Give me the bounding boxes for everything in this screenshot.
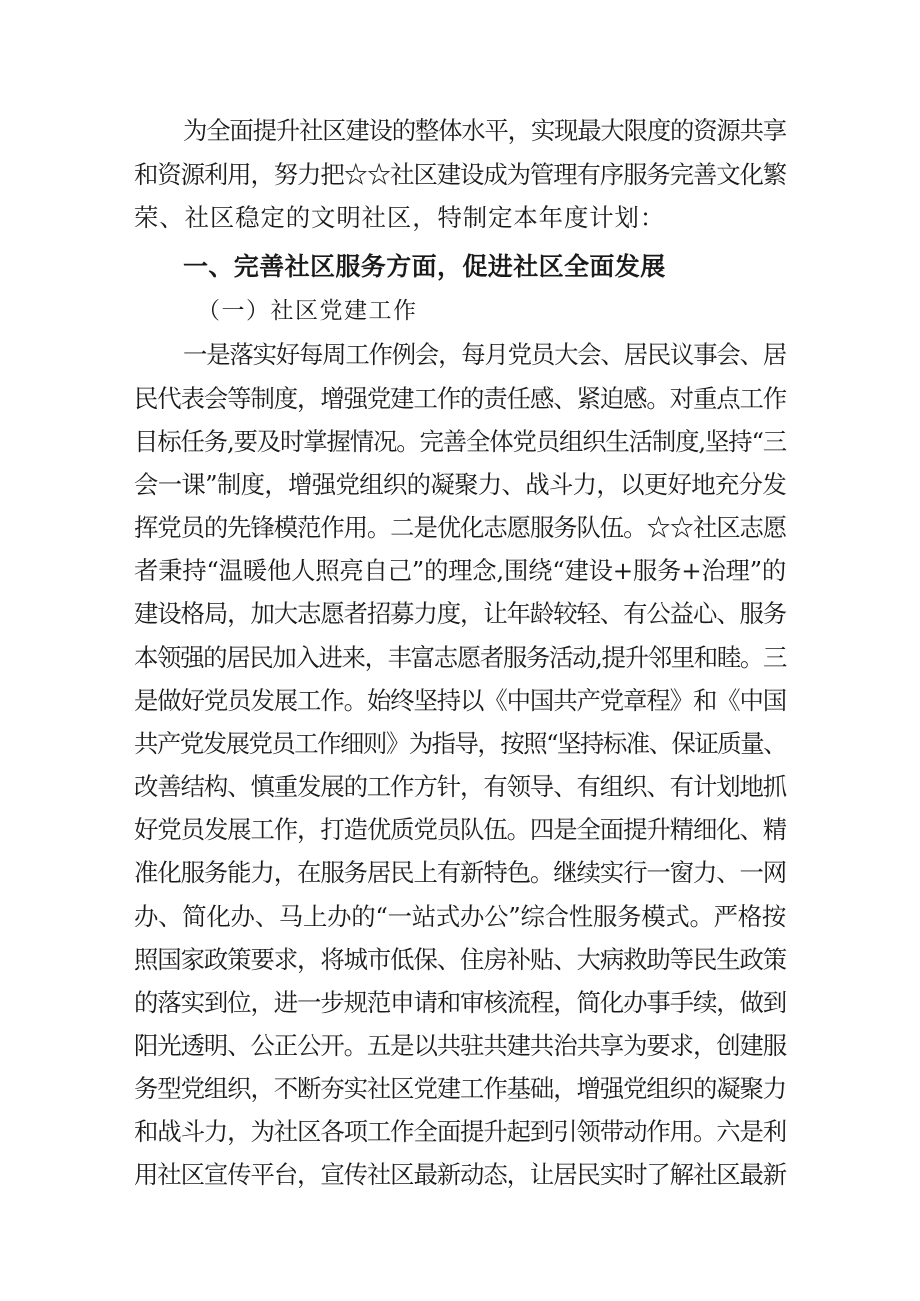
body-line-16: 的落实到位，进一步规范申请和审核流程，简化办事手续，做到: [134, 988, 786, 1017]
body-line-14: 办、简化办、马上办的“一站式办公”综合性服务模式。严格按: [134, 902, 786, 931]
body-line-19: 和战斗力，为社区各项工作全面提升起到引领带动作用。六是利: [134, 1117, 786, 1146]
body-line-4: 会一课”制度，增强党组织的凝聚力、战斗力，以更好地充分发: [134, 470, 786, 499]
body-line-17: 阳光透明、公正公开。五是以共驻共建共治共享为要求，创建服: [134, 1031, 786, 1060]
section-heading: 一、完善社区服务方面，促进社区全面发展: [183, 252, 666, 281]
body-line-1: 一是落实好每周工作例会，每月党员大会、居民议事会、居: [183, 340, 786, 369]
body-line-2: 民代表会等制度，增强党建工作的责任感、紧迫感。对重点工作: [134, 384, 786, 413]
body-line-5: 挥党员的先锋模范作用。二是优化志愿服务队伍。☆☆社区志愿: [134, 513, 786, 542]
intro-line-3: 荣、社区稳定的文明社区，特制定本年度计划：: [134, 203, 666, 232]
body-line-3: 目标任务,要及时掌握情况。完善全体党员组织生活制度,坚持“三: [134, 427, 786, 456]
intro-line-2: 和资源利用，努力把☆☆社区建设成为管理有序服务完善文化繁: [134, 160, 786, 189]
body-line-13: 准化服务能力，在服务居民上有新特色。继续实行一窗力、一网: [134, 858, 786, 887]
body-line-8: 本领强的居民加入进来，丰富志愿者服务活动,提升邻里和睦。三: [134, 643, 786, 672]
body-line-7: 建设格局，加大志愿者招募力度，让年龄较轻、有公益心、服务: [134, 599, 786, 628]
subsection-heading: （一）社区党建工作: [197, 298, 418, 324]
body-line-10: 共产党发展党员工作细则》为指导，按照“坚持标准、保证质量、: [134, 729, 786, 758]
body-line-12: 好党员发展工作，打造优质党员队伍。四是全面提升精细化、精: [134, 815, 786, 844]
body-line-11: 改善结构、慎重发展的工作方针，有领导、有组织、有计划地抓: [134, 772, 786, 801]
body-line-6: 者秉持“温暖他人照亮自己”的理念,围绕“建设+服务+治理”的: [134, 556, 786, 585]
body-line-15: 照国家政策要求，将城市低保、住房补贴、大病救助等民生政策: [134, 945, 786, 974]
body-line-18: 务型党组织，不断夯实社区党建工作基础，增强党组织的凝聚力: [134, 1074, 786, 1103]
intro-line-1: 为全面提升社区建设的整体水平，实现最大限度的资源共享: [183, 116, 786, 145]
body-line-20: 用社区宣传平台，宣传社区最新动态，让居民实时了解社区最新: [134, 1160, 786, 1189]
body-line-9: 是做好党员发展工作。始终坚持以《中国共产党章程》和《中国: [134, 686, 786, 715]
